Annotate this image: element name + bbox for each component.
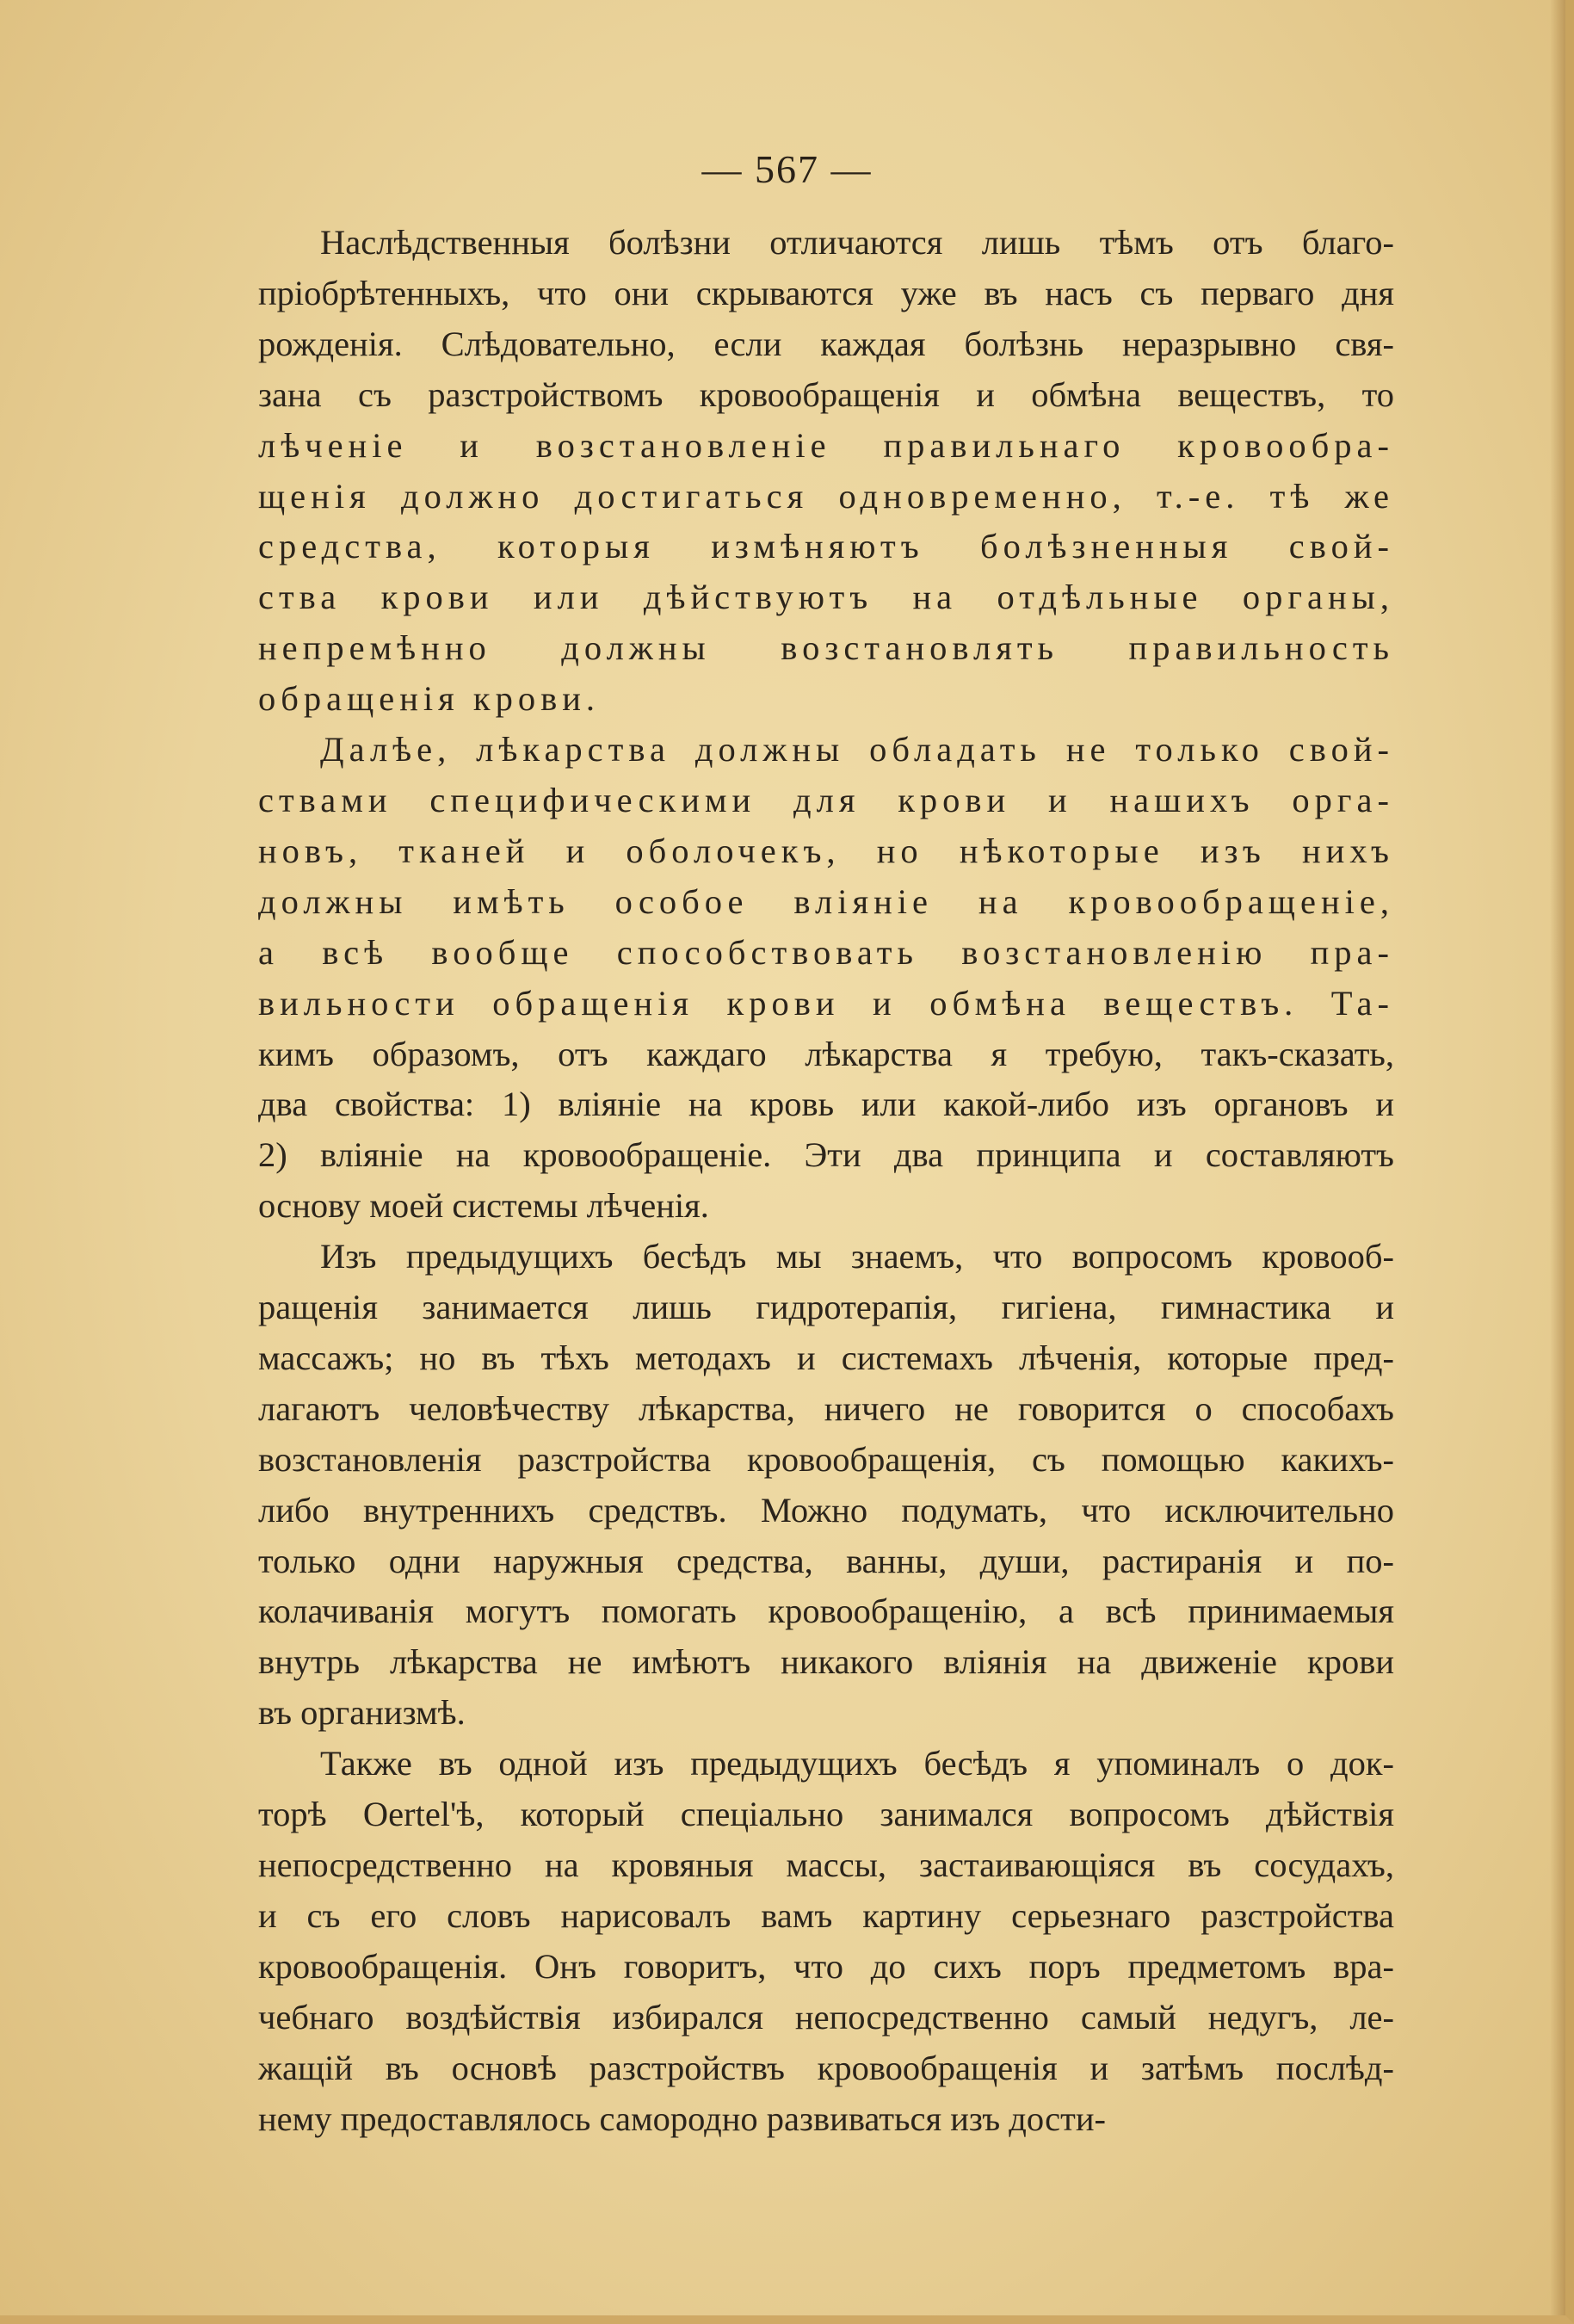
text-line: а всѣ вообще способствовать возстановленію пра- <box>258 932 1394 972</box>
text-line: Изъ предыдущихъ бесѣдъ мы знаемъ, что вопросомъ кровооб- <box>320 1237 1394 1276</box>
text-line: торѣ Oertel'ѣ, который спеціально занимался вопросомъ дѣйствія <box>258 1795 1394 1834</box>
text-line: средства, которыя измѣняютъ болѣзненныя свой- <box>258 527 1394 566</box>
text-line: только одни наружныя средства, ванны, души, растиранія и по- <box>258 1541 1394 1580</box>
text-line: внутрь лѣкарства не имѣютъ никакого вліянія на движеніе крови <box>258 1642 1394 1682</box>
text-line: и съ его словъ нарисовалъ вамъ картину серьезнаго разстройства <box>258 1895 1394 1935</box>
text-line: жащій въ основѣ разстройствъ кровообращенія и затѣмъ послѣд- <box>258 2048 1394 2087</box>
text-line: 2) вліяніе на кровообращеніе. Эти два принципа и составляютъ <box>258 1135 1394 1175</box>
text-line: лагаютъ человѣчеству лѣкарства, ничего не говорится о способахъ <box>258 1388 1394 1428</box>
text-line: чебнаго воздѣйствія избирался непосредственно самый недугъ, ле- <box>258 1997 1394 2037</box>
paragraph <box>196 1739 1394 2144</box>
text-line: возстановленія разстройства кровообращенія, съ помощью какихъ- <box>258 1439 1394 1479</box>
text-line: кровообращенія. Онъ говоритъ, что до сихъ поръ предметомъ вра- <box>258 1946 1394 1986</box>
text-line: въ организмѣ. <box>258 1693 466 1733</box>
paragraph <box>196 218 1394 725</box>
text-line: ства крови или дѣйствуютъ на отдѣльные органы, <box>258 578 1394 617</box>
text-line: Также въ одной изъ предыдущихъ бесѣдъ я упоминалъ о док- <box>320 1744 1394 1783</box>
text-line: кимъ образомъ, отъ каждаго лѣкарства я требую, такъ-сказать, <box>258 1034 1394 1073</box>
text-line: новъ, тканей и оболочекъ, но нѣкоторые изъ нихъ <box>258 831 1394 870</box>
text-line: ствами специфическими для крови и нашихъ орга- <box>258 780 1394 819</box>
text-line: зана съ разстройствомъ кровообращенія и обмѣна веществъ, то <box>258 374 1394 414</box>
text-line: основу моей системы лѣченія. <box>258 1186 709 1226</box>
text-line: либо внутреннихъ средствъ. Можно подумать, что исключительно <box>258 1490 1394 1530</box>
paragraph <box>196 1232 1394 1739</box>
text-line: пріобрѣтенныхъ, что они скрываются уже въ насъ съ перваго дня <box>258 273 1394 312</box>
text-line: непремѣнно должны возстановлять правильность <box>258 628 1394 668</box>
text-line: Далѣе, лѣкарства должны обладать не только свой- <box>320 730 1394 770</box>
text-line: должны имѣть особое вліяніе на кровообращеніе, <box>258 881 1394 921</box>
text-line: массажъ; но въ тѣхъ методахъ и системахъ лѣченія, которые пред- <box>258 1338 1394 1377</box>
text-line: Наслѣдственныя болѣзни отличаются лишь тѣмъ отъ благо- <box>320 223 1394 262</box>
text-line: колачиванія могутъ помогать кровообращенію, а всѣ принимаемыя <box>258 1592 1394 1631</box>
text-line: обращенія крови. <box>258 679 601 719</box>
text-line: лѣченіе и возстановленіе правильнаго кровообра- <box>258 425 1394 465</box>
text-line: два свойства: 1) вліяніе на кровь или какой-либо изъ органовъ и <box>258 1085 1394 1124</box>
paragraph <box>196 725 1394 1232</box>
page-number: — 567 — <box>701 147 873 191</box>
text-line: щенія должно достигаться одновременно, т.-е. тѣ же <box>258 476 1394 516</box>
text-line: рожденія. Слѣдовательно, если каждая болѣзнь неразрывно свя- <box>258 324 1394 363</box>
text-line: ращенія занимается лишь гидротерапія, гигіена, гимнастика и <box>258 1288 1394 1327</box>
page-edge-shadow <box>1550 0 1565 2315</box>
text-line: вильности обращенія крови и обмѣна веществъ. Та- <box>258 983 1394 1023</box>
text-line: непосредственно на кровяныя массы, застаивающіяся въ сосудахъ, <box>258 1845 1394 1884</box>
body-text <box>196 218 1394 2144</box>
text-line: нему предоставлялось самородно развиваться изъ дости- <box>258 2098 1106 2138</box>
